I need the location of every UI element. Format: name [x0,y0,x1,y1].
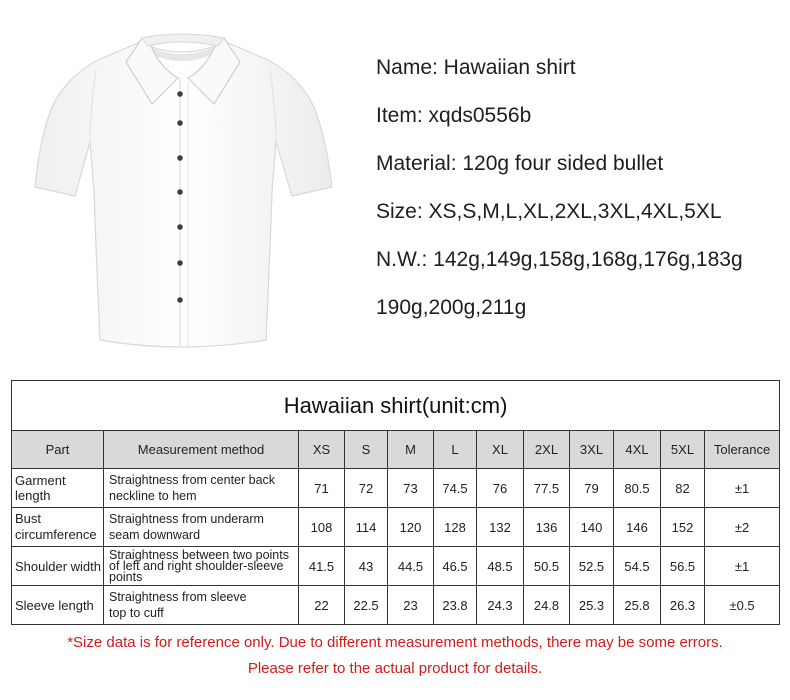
method-line: Straightness from sleeve [109,590,247,604]
header-size: XS [299,431,345,469]
table-row [12,547,780,586]
product-info [376,56,776,344]
header-size: 4XL [614,431,661,469]
cell-value: 108 [299,508,345,547]
table-row [12,586,780,625]
cell-value: 140 [570,508,614,547]
cell-tolerance: ±0.5 [705,586,780,625]
header-size: 3XL [570,431,614,469]
product-item-code: Item: xqds0556b [376,104,532,127]
row-method [104,547,299,586]
cell-value: 23.8 [434,586,477,625]
cell-value: 25.3 [570,586,614,625]
cell-value: 82 [661,469,705,508]
row-method [104,469,299,508]
cell-value: 24.8 [524,586,570,625]
cell-value: 56.5 [661,547,705,586]
button-dot [177,297,183,303]
cell-value: 26.3 [661,586,705,625]
cell-value: 22.5 [345,586,388,625]
table-row [12,469,780,508]
cell-value: 136 [524,508,570,547]
product-net-weight-cont: 190g,200g,211g [376,296,527,319]
method-line: of left and right shoulder-sleeve [109,558,284,573]
header-part: Part [12,431,104,469]
cell-value: 74.5 [434,469,477,508]
product-material: Material: 120g four sided bullet [376,152,664,175]
product-net-weight: N.W.: 142g,149g,158g,168g,176g,183g [376,248,743,271]
header-tolerance: Tolerance [705,431,780,469]
part-line: circumference [15,527,97,542]
button-dot [177,155,183,161]
method-line: seam downward [109,528,201,542]
cell-value: 80.5 [614,469,661,508]
white-short-sleeve-shirt-icon [30,22,350,367]
disclaimer-note-2: Please refer to the actual product for details. [247,660,543,677]
cell-value: 54.5 [614,547,661,586]
cell-value: 114 [345,508,388,547]
cell-value: 146 [614,508,661,547]
table-header-row [12,431,780,469]
cell-tolerance: ±2 [705,508,780,547]
product-sizes: Size: XS,S,M,L,XL,2XL,3XL,4XL,5XL [376,200,722,223]
method-line: Straightness from underarm [109,512,264,526]
row-method [104,586,299,625]
header-size: M [388,431,434,469]
size-chart-table [11,380,780,625]
cell-tolerance: ±1 [705,469,780,508]
row-part: Shoulder width [12,547,104,586]
button-dot [177,120,183,126]
method-line: Straightness between two points [109,547,289,562]
cell-value: 152 [661,508,705,547]
cell-value: 52.5 [570,547,614,586]
header-size: S [345,431,388,469]
cell-value: 77.5 [524,469,570,508]
cell-value: 76 [477,469,524,508]
button-dot [177,224,183,230]
cell-value: 128 [434,508,477,547]
cell-value: 24.3 [477,586,524,625]
method-line: points [109,569,143,584]
disclaimer-note: *Size data is for reference only. Due to different measurement methods, there may be some errors. [67,634,723,651]
cell-tolerance: ±1 [705,547,780,586]
cell-value: 71 [299,469,345,508]
cell-value: 23 [388,586,434,625]
cell-value: 73 [388,469,434,508]
row-part: Garment length [12,469,104,508]
header-size: L [434,431,477,469]
row-method [104,508,299,547]
method-line: top to cuff [109,606,164,620]
button-dot [177,189,183,195]
row-part: Sleeve length [12,586,104,625]
header-size: 2XL [524,431,570,469]
header-size: 5XL [661,431,705,469]
cell-value: 43 [345,547,388,586]
table-title: Hawaiian shirt(unit:cm) [12,381,780,431]
cell-value: 46.5 [434,547,477,586]
cell-value: 22 [299,586,345,625]
product-image [30,22,350,367]
cell-value: 132 [477,508,524,547]
button-dot [177,260,183,266]
method-line: neckline to hem [109,489,197,503]
table-row [12,508,780,547]
cell-value: 120 [388,508,434,547]
header-method: Measurement method [104,431,299,469]
cell-value: 44.5 [388,547,434,586]
product-name: Name: Hawaiian shirt [376,56,576,79]
cell-value: 50.5 [524,547,570,586]
cell-value: 72 [345,469,388,508]
row-part [12,508,104,547]
header-size: XL [477,431,524,469]
button-dot [177,91,183,97]
cell-value: 25.8 [614,586,661,625]
cell-value: 41.5 [299,547,345,586]
part-line: Bust [15,511,42,526]
cell-value: 48.5 [477,547,524,586]
cell-value: 79 [570,469,614,508]
method-line: Straightness from center back [109,473,276,487]
